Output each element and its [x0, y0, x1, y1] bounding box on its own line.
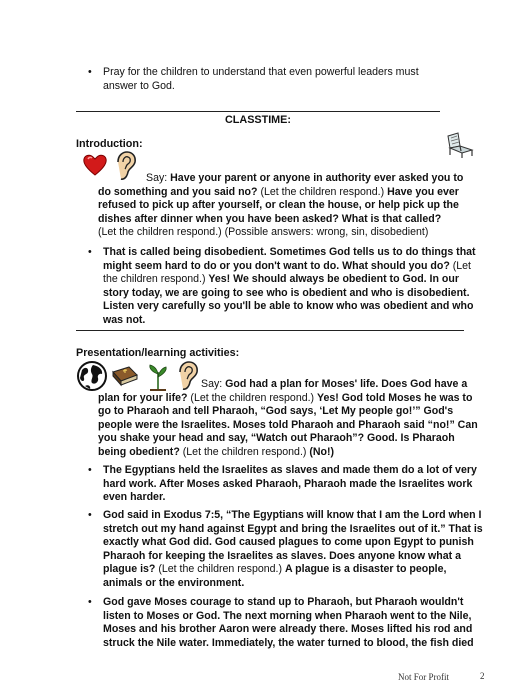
page-number: 2 [480, 671, 485, 681]
bullet-glyph: • [88, 596, 92, 608]
say-label: Say: [201, 378, 226, 390]
bullet-glyph: • [88, 66, 92, 78]
say-label: Say: [146, 172, 171, 184]
classtime-heading: CLASSTIME: [225, 114, 291, 126]
prayer-bullet [88, 66, 428, 93]
introduction-heading: Introduction: [76, 138, 143, 150]
divider-middle [76, 330, 464, 331]
disobedient-bullet: • That is called being disobedient. Sometimes God tells us to do things that might seem hard to do or you don't want to do. What should you do? (Let the children respond.) Yes! We should always be obedient to God. In our story today, we are going to see who is obedient and who is disobedient. Listen very carefully so you'll be able to know who was obedient and who was not. [88, 246, 476, 326]
presentation-heading: Presentation/learning activities: [76, 347, 240, 359]
courage-bullet: • God gave Moses courage to stand up to Pharaoh, but Pharaoh wouldn't listen to Moses or God. The next morning when Pharaoh went to the Nile, Moses and his brother Aaron were already there. Moses lifted his rod and struck the Nile water. Immediately, the water turned to blood, the fish died [88, 596, 474, 649]
introduction-paragraph: Say: Have your parent or anyone in authority ever asked you to do something and you said no? (Let the children respond.) Have you ever refused to pick up after yourself, or clean the house, or help pick up the dishes after dinner when you have been asked? What is that called? (Let the children respond.) (Possible answers: wrong, sin, disobedient) [98, 172, 464, 238]
bullet-glyph: • [88, 246, 92, 258]
bullet-glyph: • [88, 464, 92, 476]
exodus-bullet: • God said in Exodus 7:5, “The Egyptians will know that I am the Lord when I stretch out my hand against Egypt and bring the Israelites out of it.” That is exactly what God did. God caused plagues to come upon Egypt to punish Pharaoh for keeping the Israelites as slaves. Does anyone know what a plague is? (Let the children respond.) A plague is a disaster to people, animals or the environment. [88, 509, 483, 589]
bullet-glyph: • [88, 509, 92, 521]
divider-top [76, 111, 440, 112]
chair-icon [444, 130, 476, 160]
egyptians-bullet: • The Egyptians held the Israelites as slaves and made them do a lot of very hard work. After Moses asked Pharaoh, Pharaoh made the Israelites work even harder. [88, 464, 477, 503]
footer-label: Not For Profit [398, 672, 450, 682]
presentation-paragraph: Say: God had a plan for Moses' life. Does God have a plan for your life? (Let the children respond.) Yes! God told Moses he was to go to Pharaoh and tell Pharaoh, “God says, ‘Let My people go!’” God's people were the Israelites. Moses told Pharaoh and Pharaoh said “no!” Can you shake your head and say, “Watch out Pharaoh”? Good. Is Pharaoh being obedient? (Let the children respond.) (No!) [98, 378, 478, 458]
prayer-bullet-text: Pray for the children to understand that even powerful leaders must answer to God. [103, 66, 419, 92]
